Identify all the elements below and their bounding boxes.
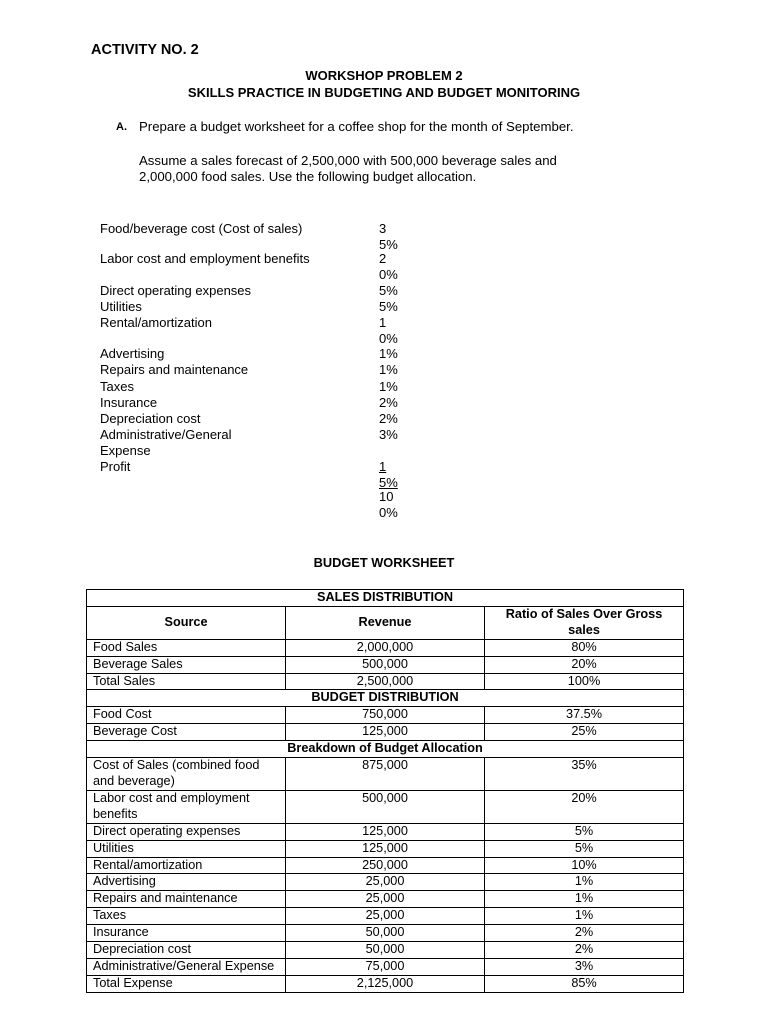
- allocation-label: Advertising: [100, 346, 165, 361]
- header-row: [87, 606, 684, 639]
- cell-revenue: 125,000: [286, 840, 485, 857]
- cell-source: Labor cost and employment benefits: [87, 790, 286, 823]
- table-row: [87, 942, 684, 959]
- table-row: [87, 823, 684, 840]
- cell-ratio: 10%: [485, 857, 684, 874]
- cell-revenue: 2,125,000: [286, 975, 485, 992]
- cell-source: Rental/amortization: [87, 857, 286, 874]
- header-ratio: Ratio of Sales Over Gross sales: [485, 606, 684, 639]
- table-row: [87, 790, 684, 823]
- cell-source: Insurance: [87, 925, 286, 942]
- allocation-pct: 1%: [379, 362, 398, 377]
- cell-source: Repairs and maintenance: [87, 891, 286, 908]
- allocation-label: Depreciation cost: [100, 411, 201, 426]
- cell-revenue: 125,000: [286, 724, 485, 741]
- cell-revenue: 250,000: [286, 857, 485, 874]
- allocation-label: Insurance: [100, 395, 158, 410]
- cell-ratio: 100%: [485, 673, 684, 690]
- allocation-pct: 10%: [379, 315, 398, 347]
- table-row: [87, 673, 684, 690]
- cell-ratio: 25%: [485, 724, 684, 741]
- table-row: [87, 874, 684, 891]
- cell-ratio: 5%: [485, 823, 684, 840]
- allocation-pct: 1%: [379, 346, 398, 361]
- cell-revenue: 2,000,000: [286, 639, 485, 656]
- cell-ratio: 5%: [485, 840, 684, 857]
- table-row: [87, 758, 684, 791]
- cell-revenue: 500,000: [286, 656, 485, 673]
- cell-ratio: 35%: [485, 758, 684, 791]
- cell-ratio: 3%: [485, 958, 684, 975]
- cell-ratio: 20%: [485, 790, 684, 823]
- allocation-label: Labor cost and employment benefits: [100, 251, 310, 266]
- allocation-pct: 35%: [379, 221, 398, 253]
- cell-ratio: 37.5%: [485, 707, 684, 724]
- table-row: [87, 908, 684, 925]
- cell-revenue: 125,000: [286, 823, 485, 840]
- page-subtitle: SKILLS PRACTICE IN BUDGETING AND BUDGET MONITORING: [187, 85, 581, 100]
- header-source: Source: [87, 606, 286, 639]
- allocation-label: Taxes: [100, 379, 134, 394]
- assumption-line-1: Assume a sales forecast of 2,500,000 with 500,000 beverage sales and: [139, 153, 557, 168]
- section-breakdown: Breakdown of Budget Allocation: [87, 741, 684, 758]
- cell-source: Taxes: [87, 908, 286, 925]
- allocation-label: Administrative/General Expense: [100, 427, 232, 459]
- cell-source: Depreciation cost: [87, 942, 286, 959]
- cell-ratio: 85%: [485, 975, 684, 992]
- cell-source: Utilities: [87, 840, 286, 857]
- cell-ratio: 2%: [485, 942, 684, 959]
- allocation-label: Profit: [100, 459, 131, 474]
- cell-source: Cost of Sales (combined food and beverage): [87, 758, 286, 791]
- cell-ratio: 1%: [485, 874, 684, 891]
- cell-revenue: 2,500,000: [286, 673, 485, 690]
- cell-source: Beverage Cost: [87, 724, 286, 741]
- instruction-text: Prepare a budget worksheet for a coffee shop for the month of September.: [139, 119, 574, 134]
- cell-source: Administrative/General Expense: [87, 958, 286, 975]
- allocation-total: 100%: [379, 489, 398, 521]
- cell-source: Total Sales: [87, 673, 286, 690]
- section-budget-distribution: BUDGET DISTRIBUTION: [87, 690, 684, 707]
- cell-revenue: 875,000: [286, 758, 485, 791]
- section-row: [87, 741, 684, 758]
- allocation-pct: 1%: [379, 379, 398, 394]
- section-row: [87, 690, 684, 707]
- table-row: [87, 724, 684, 741]
- header-revenue: Revenue: [286, 606, 485, 639]
- cell-source: Food Cost: [87, 707, 286, 724]
- allocation-pct: 20%: [379, 251, 398, 283]
- cell-ratio: 20%: [485, 656, 684, 673]
- section-row: [87, 590, 684, 607]
- allocation-pct: 15%: [379, 459, 398, 491]
- cell-ratio: 1%: [485, 891, 684, 908]
- cell-ratio: 2%: [485, 925, 684, 942]
- cell-revenue: 750,000: [286, 707, 485, 724]
- total-row: [87, 975, 684, 992]
- cell-ratio: 1%: [485, 908, 684, 925]
- cell-source: Direct operating expenses: [87, 823, 286, 840]
- budget-worksheet-table: [86, 589, 684, 993]
- item-marker: A.: [116, 121, 127, 133]
- cell-ratio: 80%: [485, 639, 684, 656]
- allocation-label: Rental/amortization: [100, 315, 212, 330]
- allocation-pct: 2%: [379, 395, 398, 410]
- section-sales-distribution: SALES DISTRIBUTION: [87, 590, 684, 607]
- allocation-label: Repairs and maintenance: [100, 362, 249, 377]
- cell-source: Advertising: [87, 874, 286, 891]
- cell-revenue: 25,000: [286, 908, 485, 925]
- table-row: [87, 857, 684, 874]
- cell-revenue: 50,000: [286, 942, 485, 959]
- table-row: [87, 891, 684, 908]
- allocation-label: Food/beverage cost (Cost of sales): [100, 221, 303, 236]
- allocation-pct: 2%: [379, 411, 398, 426]
- cell-source: Food Sales: [87, 639, 286, 656]
- table-row: [87, 925, 684, 942]
- cell-source: Total Expense: [87, 975, 286, 992]
- workshop-title: WORKSHOP PROBLEM 2: [305, 68, 463, 83]
- cell-revenue: 50,000: [286, 925, 485, 942]
- assumption-line-2: 2,000,000 food sales. Use the following budget allocation.: [139, 169, 477, 184]
- table-row: [87, 639, 684, 656]
- cell-revenue: 75,000: [286, 958, 485, 975]
- cell-source: Beverage Sales: [87, 656, 286, 673]
- table-row: [87, 840, 684, 857]
- allocation-label: Direct operating expenses: [100, 283, 252, 298]
- cell-revenue: 25,000: [286, 891, 485, 908]
- activity-heading: ACTIVITY NO. 2: [91, 42, 199, 58]
- table-row: [87, 707, 684, 724]
- allocation-pct: 3%: [379, 427, 398, 442]
- cell-revenue: 500,000: [286, 790, 485, 823]
- allocation-pct: 5%: [379, 283, 398, 298]
- allocation-pct: 5%: [379, 299, 398, 314]
- cell-revenue: 25,000: [286, 874, 485, 891]
- allocation-label: Utilities: [100, 299, 142, 314]
- table-row: [87, 958, 684, 975]
- table-row: [87, 656, 684, 673]
- worksheet-title: BUDGET WORKSHEET: [313, 555, 455, 570]
